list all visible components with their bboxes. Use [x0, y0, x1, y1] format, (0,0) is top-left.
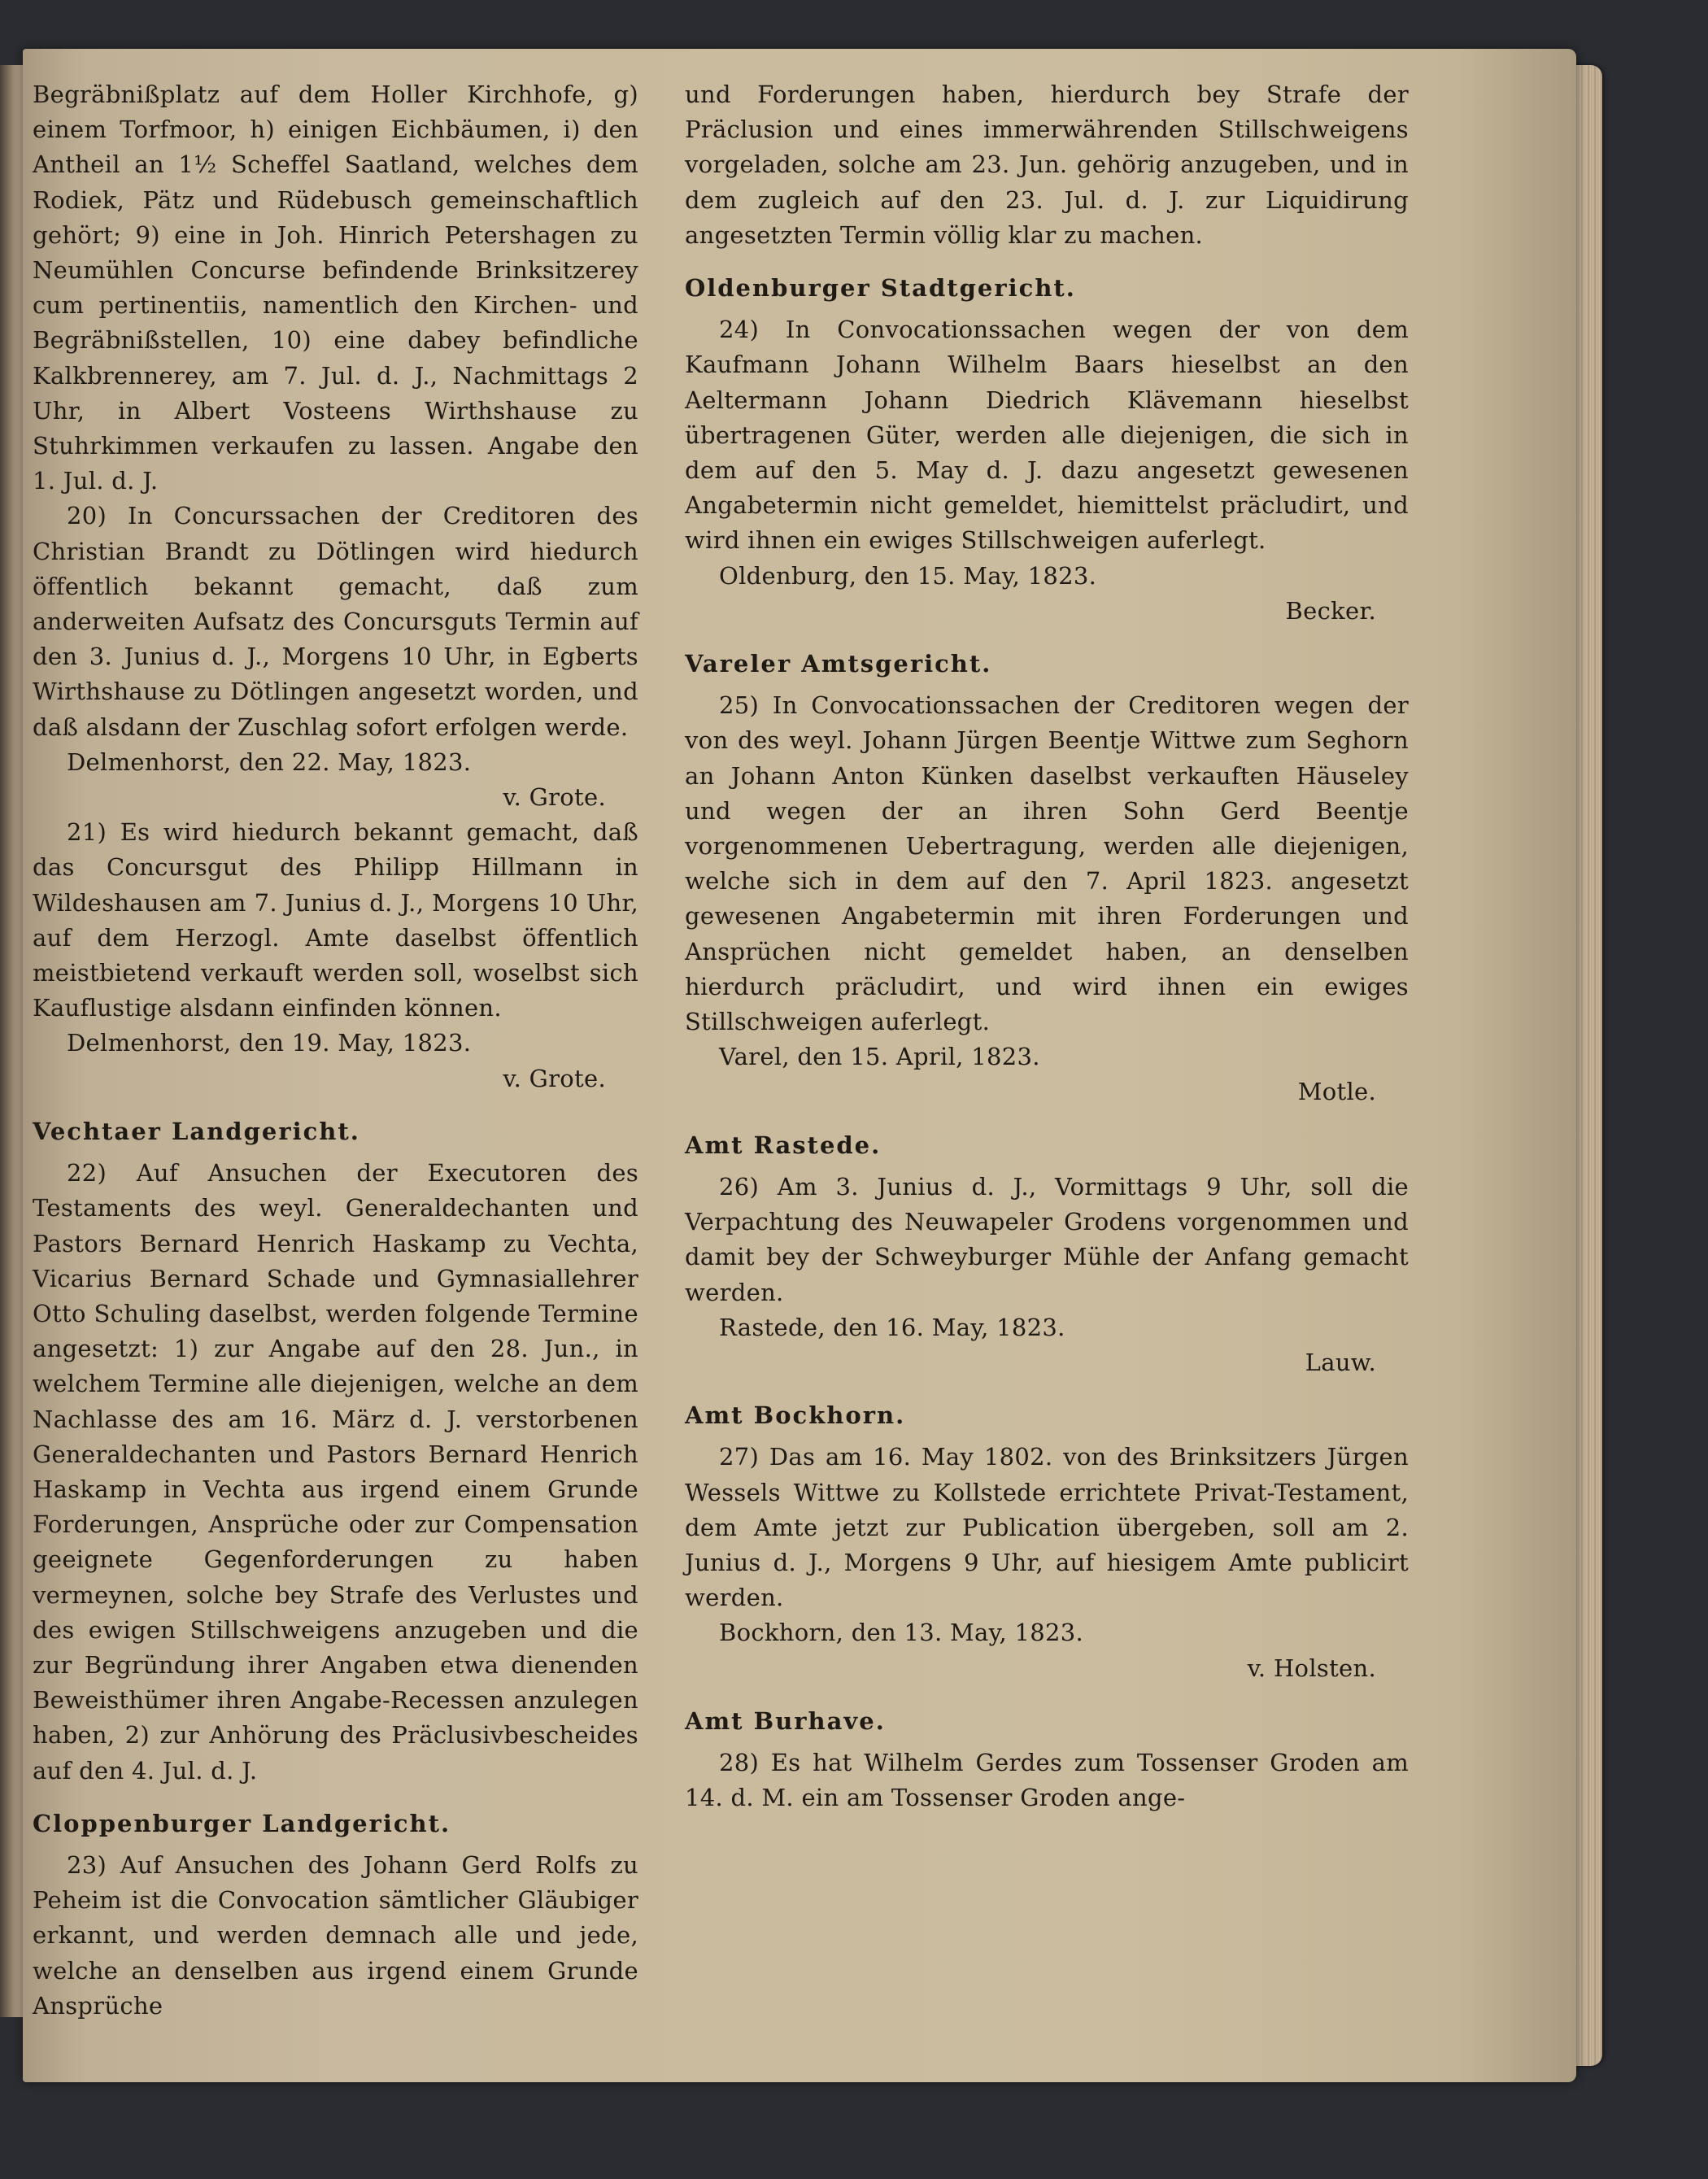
continued-paragraph: und Forderungen haben, hierdurch bey Strafe der Präclusion und eines immerwährenden Stillschweigens vorgeladen, solche am 23. Jun. gehörig anzugeben, und in dem zugleich auf den 23. Jul. d. J. zur Liquidirung angesetzten Termin völlig klar zu machen. — [685, 81, 1409, 249]
notice-paragraph: 28) Es hat Wilhelm Gerdes zum Tossenser Groden am 14. d. M. ein am Tossenser Groden ange- — [685, 1748, 1409, 1812]
notice-paragraph: 21) Es wird hiedurch bekannt gemacht, daß das Concursgut des Philipp Hillmann in Wildeshausen am 7. Junius d. J., Morgens 10 Uhr, auf dem Herzogl. Amte daselbst öffentlich meistbietend verkauft werden soll, woselbst sich Kauflustige alsdann einfinden können. — [33, 818, 638, 1022]
signature: v. Holsten. — [1247, 1654, 1376, 1682]
signature: v. Grote. — [503, 1064, 606, 1092]
date-line: Varel, den 15. April, 1823. — [719, 1043, 1040, 1071]
section-heading: Amt Burhave. — [685, 1706, 886, 1735]
notice-paragraph: 20) In Concurssachen der Creditoren des Christian Brandt zu Dötlingen wird hiedurch öffentlich bekannt gemacht, daß zum anderweiten Aufsatz des Concursguts Termin auf den 3. Junius d. J., Morgens 10 Uhr, in Egberts Wirthshause zu Dötlingen angesetzt worden, und daß alsdann der Zuschlag sofort erfolgen werde. — [33, 502, 638, 741]
signature: v. Grote. — [503, 783, 606, 812]
section-heading: Vareler Amtsgericht. — [685, 650, 992, 678]
signature: Motle. — [1297, 1078, 1376, 1106]
previous-page-edge — [0, 65, 23, 2017]
left-column — [33, 77, 638, 2024]
notice-paragraph: 25) In Convocationssachen der Creditoren wegen der von des weyl. Johann Jürgen Beentje Wittwe zum Seghorn an Johann Anton Künken daselbst verkauften Häuseley und wegen der an ihren Sohn Gerd Beentje vorgenommenen Uebertragung, werden alle diejenigen, welche sich in dem auf den 7. April 1823. angesetzt gewesenen Angabetermin mit ihren Forderungen und Ansprüchen nicht gemeldet haben, an denselben hierdurch präcludirt, und wird ihnen ein ewiges Stillschweigen auferlegt. — [685, 691, 1409, 1036]
date-line: Oldenburg, den 15. May, 1823. — [719, 561, 1097, 590]
notice-paragraph: 22) Auf Ansuchen der Executoren des Testaments des weyl. Generaldechanten und Pastors Bernard Henrich Haskamp zu Vechta, Vicarius Bernard Schade und Gymnasiallehrer Otto Schuling daselbst, werden folgende Termine angesetzt: 1) zur Angabe auf den 28. Jun., in welchem Termine alle diejenigen, welche an dem Nachlasse des am 16. März d. J. verstorbenen Generaldechanten und Pastors Bernard Henrich Haskamp in Vechta aus irgend einem Grunde Forderungen, Ansprüche oder zur Compensation geeignete Gegenforderungen zu haben vermeynen, solche bey Strafe des Verlustes und des ewigen Stillschweigens anzugeben und die zur Begründung ihrer Angaben etwa dienenden Beweisthümer ihren Angabe-Recessen anzulegen haben, 2) zur Anhörung des Präclusivbescheides auf den 4. Jul. d. J. — [33, 1159, 638, 1785]
section-heading: Vechtaer Landgericht. — [33, 1117, 360, 1145]
section-heading: Amt Bockhorn. — [685, 1401, 906, 1430]
section-heading: Oldenburger Stadtgericht. — [685, 274, 1076, 303]
date-line: Delmenhorst, den 19. May, 1823. — [67, 1029, 472, 1057]
date-line: Delmenhorst, den 22. May, 1823. — [67, 747, 472, 776]
notice-paragraph: 27) Das am 16. May 1802. von des Brinksitzers Jürgen Wessels Wittwe zu Kollstede errichtete Privat-Testament, dem Amte jetzt zur Publication übergeben, soll am 2. Junius d. J., Morgens 9 Uhr, auf hiesigem Amte publicirt werden. — [685, 1443, 1409, 1612]
notice-paragraph: 26) Am 3. Junius d. J., Vormittags 9 Uhr, soll die Verpachtung des Neuwapeler Grodens vorgenommen und damit bey der Schweyburger Mühle der Anfang gemacht werden. — [685, 1172, 1409, 1306]
signature: Lauw. — [1305, 1348, 1376, 1376]
signature: Becker. — [1285, 596, 1376, 625]
right-column — [685, 77, 1409, 1815]
date-line: Bockhorn, den 13. May, 1823. — [719, 1619, 1084, 1647]
continued-paragraph: Begräbnißplatz auf dem Holler Kirchhofe, g) einem Torfmoor, h) einigen Eichbäumen, i) den Antheil an 1½ Scheffel Saatland, welches dem Rodiek, Pätz und Rüdebusch gemeinschaftlich gehört; 9) eine in Joh. Hinrich Petershagen zu Neumühlen Concurse befindende Brinksitzerey cum pertinentiis, namentlich den Kirchen- und Begräbnißstellen, 10) eine dabey befindliche Kalkbrennerey, am 7. Jul. d. J., Nachmittags 2 Uhr, in Albert Vosteens Wirthshause zu Stuhrkimmen verkaufen zu lassen. Angabe den 1. Jul. d. J. — [33, 81, 638, 495]
notice-paragraph: 24) In Convocationssachen wegen der von dem Kaufmann Johann Wilhelm Baars hieselbst an den Aeltermann Johann Diedrich Klävemann hieselbst übertragenen Güter, werden alle diejenigen, die sich in dem auf den 5. May d. J. dazu angesetzt gewesenen Angabetermin nicht gemeldet, hiemittelst präcludirt, und wird ihnen ein ewiges Stillschweigen auferlegt. — [685, 316, 1409, 555]
notice-paragraph: 23) Auf Ansuchen des Johann Gerd Rolfs zu Peheim ist die Convocation sämtlicher Gläubiger erkannt, und werden demnach alle und jede, welche an denselben aus irgend einem Grunde Ansprüche — [33, 1850, 638, 2020]
date-line: Rastede, den 16. May, 1823. — [719, 1313, 1065, 1341]
section-heading: Amt Rastede. — [685, 1131, 882, 1159]
section-heading: Cloppenburger Landgericht. — [33, 1809, 451, 1837]
